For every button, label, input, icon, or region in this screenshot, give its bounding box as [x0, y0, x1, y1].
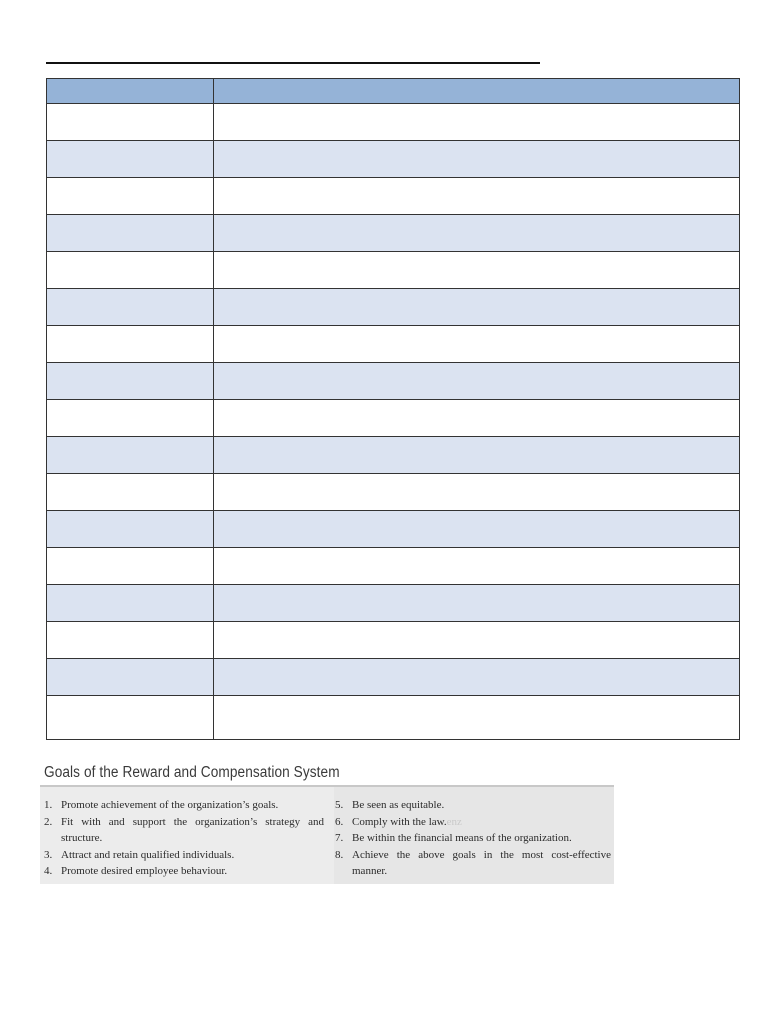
table-cell[interactable]: [47, 511, 214, 548]
goal-text: Achieve the above goals in the most cost-effective manner.: [352, 848, 611, 878]
table-cell[interactable]: [47, 141, 214, 178]
goal-number: 7.: [335, 832, 344, 845]
goal-item: [335, 797, 611, 814]
table-row: [47, 326, 740, 363]
table-row: [47, 511, 740, 548]
table-row: [47, 474, 740, 511]
table-cell[interactable]: [47, 696, 214, 740]
table-cell[interactable]: [214, 548, 740, 585]
goal-item: [335, 830, 611, 847]
top-rule: [46, 62, 540, 64]
table-cell[interactable]: [47, 178, 214, 215]
table-cell[interactable]: [214, 363, 740, 400]
table-row: [47, 659, 740, 696]
goal-number: 8.: [335, 848, 344, 861]
table-row: [47, 585, 740, 622]
table-cell[interactable]: [47, 659, 214, 696]
table-cell[interactable]: [214, 511, 740, 548]
goal-text: Comply with the law.: [352, 815, 447, 828]
table-cell[interactable]: [47, 437, 214, 474]
goal-item: [44, 797, 324, 814]
table-row: [47, 548, 740, 585]
table-cell[interactable]: [47, 622, 214, 659]
goal-number: 6.: [335, 815, 344, 828]
table-cell[interactable]: [47, 326, 214, 363]
table-cell[interactable]: [214, 178, 740, 215]
goal-item: [335, 814, 611, 831]
table-cell[interactable]: [47, 585, 214, 622]
goal-number: 4.: [44, 865, 53, 878]
goals-list-left: [44, 797, 324, 880]
goal-item: [44, 847, 324, 864]
table-row: [47, 622, 740, 659]
table-row: [47, 696, 740, 740]
goal-number: 2.: [44, 815, 53, 828]
table-cell[interactable]: [47, 104, 214, 141]
table-cell[interactable]: [47, 548, 214, 585]
table-cell[interactable]: [47, 215, 214, 252]
table-row: [47, 289, 740, 326]
table-row: [47, 141, 740, 178]
table-cell[interactable]: [47, 289, 214, 326]
header-cell[interactable]: [214, 79, 740, 104]
table-cell[interactable]: [214, 400, 740, 437]
table-cell[interactable]: [214, 326, 740, 363]
goal-number: 3.: [44, 848, 53, 861]
goal-number: 1.: [44, 799, 53, 811]
goal-text: Attract and retain qualified individuals.: [61, 848, 235, 861]
goal-item: [44, 814, 324, 847]
table-row: [47, 252, 740, 289]
table-cell[interactable]: [214, 696, 740, 740]
table-cell[interactable]: [214, 585, 740, 622]
watermark-text: enz: [446, 815, 462, 828]
table-row: [47, 178, 740, 215]
goal-text: Be seen as equitable.: [352, 799, 445, 811]
table-row: [47, 400, 740, 437]
goal-number: 5.: [335, 799, 344, 811]
table-cell[interactable]: [214, 252, 740, 289]
header-cell[interactable]: [47, 79, 214, 104]
table-row: [47, 215, 740, 252]
table-cell[interactable]: [47, 400, 214, 437]
goals-list-right: [335, 797, 611, 880]
table-cell[interactable]: [47, 363, 214, 400]
table-cell[interactable]: [47, 474, 214, 511]
goal-item: [335, 847, 611, 880]
table-header-row: [47, 79, 740, 104]
goal-text: Promote desired employee behaviour.: [61, 865, 228, 878]
table-row: [47, 104, 740, 141]
table-cell[interactable]: [214, 141, 740, 178]
table-cell[interactable]: [214, 104, 740, 141]
table-cell[interactable]: [214, 622, 740, 659]
table-cell[interactable]: [214, 659, 740, 696]
blank-table: [46, 78, 740, 740]
table-row: [47, 437, 740, 474]
table-cell[interactable]: [47, 252, 214, 289]
table-cell[interactable]: [214, 437, 740, 474]
goals-title: Goals of the Reward and Compensation System: [44, 764, 340, 781]
goal-text: Fit with and support the organization’s strategy and structure.: [61, 815, 324, 845]
goal-text: Be within the financial means of the organization.: [352, 832, 572, 845]
table-cell[interactable]: [214, 215, 740, 252]
table-row: [47, 363, 740, 400]
table-cell[interactable]: [214, 289, 740, 326]
goal-item: [44, 863, 324, 880]
goal-text: Promote achievement of the organization’s goals.: [61, 799, 279, 811]
table-cell[interactable]: [214, 474, 740, 511]
